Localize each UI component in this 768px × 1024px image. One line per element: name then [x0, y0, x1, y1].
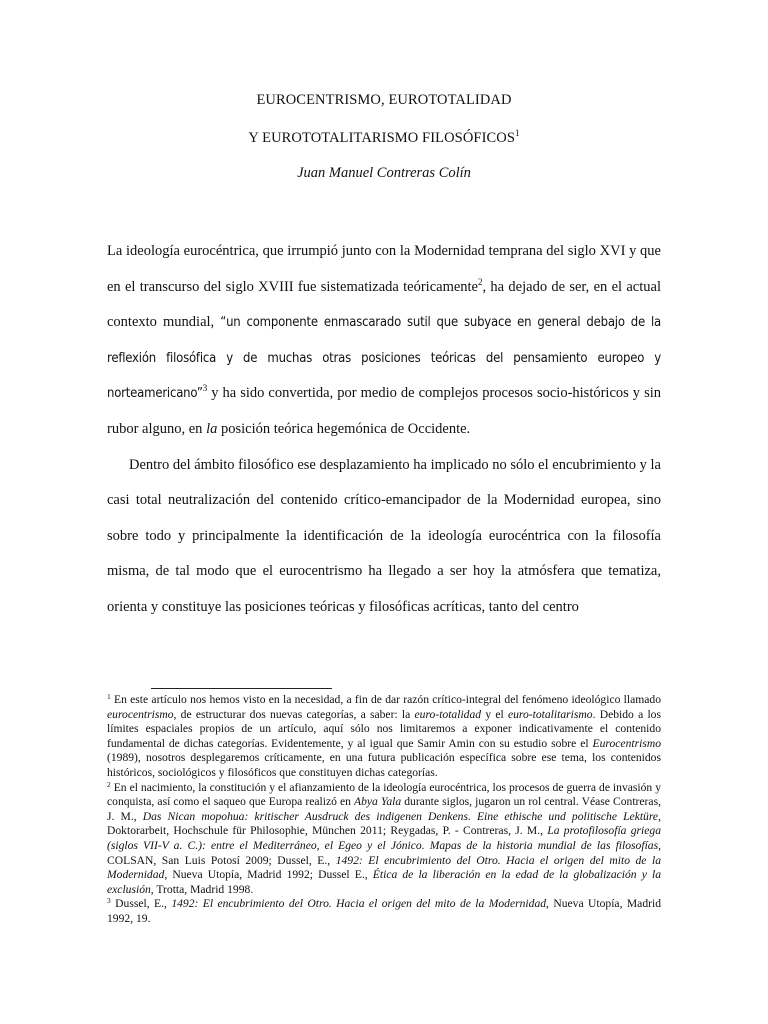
fn2-text-5: , Nueva Utopía, Madrid 1992; Dussel E.,	[164, 868, 373, 882]
title-line-2-text: Y EUROTOTALITARISMO FILOSÓFICOS	[248, 130, 516, 146]
fn2-em-2: Das Nican mopohua: kritischer Ausdruck des indigenen Denkens. Eine ethische und politische Lektüre	[142, 809, 659, 823]
fn1-em-3: euro-totalitarismo	[507, 707, 593, 721]
footnotes	[107, 693, 661, 927]
p1-quote: “un componente enmascarado sutil que subyace en general debajo de la reflexión filosófica y de muchas otras posiciones teóricas del pensamiento europeo y norteamericano”	[107, 315, 661, 402]
footnote-ref-1[interactable]: 1	[515, 128, 520, 138]
fn3-em-1: 1492: El encubrimiento del Otro. Hacia el origen del mito de la Modernidad	[171, 897, 547, 911]
fn2-text-3: , Doktorarbeit, Hochschule für Philosophie, München 2011; Reygadas, P. - Contreras, J. M.,	[107, 809, 661, 838]
fn2-text-1: En el nacimiento, la constitución y el afianzamiento de la ideología eurocéntrica, los procesos de guerra de invasión y conquista, así como el saqueo que Europa realizó en	[107, 780, 661, 809]
p1-emphasis: la	[206, 420, 218, 437]
p1-text-a: La ideología eurocéntrica, que irrumpió junto con la Modernidad temprana del siglo XVI y que en el transcurso del siglo XVIII fue sistematizada teóricamente	[107, 243, 661, 295]
fn3-text-2: , Nueva Utopía, Madrid 1992, 19.	[107, 897, 661, 925]
footnote-2	[107, 781, 661, 898]
footnote-separator	[151, 688, 332, 689]
fn2-em-1: Abya Yala	[354, 795, 402, 809]
p1-text-b: , ha dejado de ser, en el actual contexto mundial,	[107, 278, 661, 331]
fn2-em-5: Ética de la liberación en la edad de la globalización y la exclusión	[107, 868, 661, 896]
fn2-em-3: La protofilosofía griega (siglos VII-V a. C.): entre el Mediterráneo, el Egeo y el Jónico. Mapas de la historia mundial de las filosofías	[107, 824, 661, 852]
fn2-text-4: , COLSAN, San Luis Potosí 2009; Dussel, E.,	[107, 838, 661, 867]
footnote-3	[107, 897, 661, 926]
fn2-em-4: 1492: El encubrimiento del Otro. Hacia el origen del mito de la Modernidad	[107, 853, 661, 882]
footnote-ref-3[interactable]: 3	[202, 383, 208, 394]
fn1-text-4: . Debido a los límites espaciales propios de un artículo, aquí sólo nos limitaremos a exponer indicativamente el contenido fundamental de dichas categorías. Evidentemente, y al igual que Samir Amin con su estudio sobre el	[107, 707, 661, 750]
author-name: Juan Manuel Contreras Colín	[297, 165, 471, 181]
paragraph-1	[107, 234, 661, 448]
fn1-text-2: , de estructurar dos nuevas categorías, a saber: la	[173, 707, 415, 721]
fn2-text-2: durante siglos, jugaron un rol central. Véase Contreras, J. M.,	[107, 795, 661, 823]
paragraph-2: Dentro del ámbito filosófico ese desplazamiento ha implicado no sólo el encubrimiento y la casi total neutralización del contenido crítico-emancipador de la Modernidad europea, sino sobre todo y principalmente la identificación de la ideología eurocéntrica con la filosofía misma, de tal modo que el eurocentrismo ha llegado a ser hoy la atmósfera que tematiza, orienta y constituye las posiciones teóricas y filosóficas acríticas, tanto del centro	[107, 456, 661, 615]
title-line-1: EUROCENTRISMO, EUROTOTALIDAD	[256, 92, 512, 108]
body-text	[107, 234, 661, 626]
fn1-text-1: En este artículo nos hemos visto en la necesidad, a fin de dar razón crítico-integral del fenómeno ideológico llamado	[110, 693, 661, 706]
p1-text-d: posición teórica hegemónica de Occidente.	[217, 420, 471, 437]
fn1-em-4: Eurocentrismo	[592, 736, 661, 750]
fn1-em-1: eurocentrismo	[107, 707, 174, 721]
footnote-ref-2[interactable]: 2	[478, 276, 483, 287]
footnote-2-number: 2	[107, 779, 111, 789]
p1-text-c: y ha sido convertida, por medio de complejos procesos socio-históricos y sin rubor alguno, en	[107, 385, 661, 437]
fn1-text-3: y el	[481, 707, 508, 721]
footnote-3-number: 3	[107, 896, 111, 906]
fn2-text-6: , Trotta, Madrid 1998.	[150, 882, 254, 896]
fn1-em-2: euro-totalidad	[414, 707, 482, 721]
title-line-2	[0, 130, 768, 147]
fn1-text-5: (1989), nosotros desplegaremos críticamente, en una futura publicación específica sobre ese tema, los contenidos históricos, sociológicos y filosóficos que constituyen dichas categorías.	[107, 751, 661, 779]
footnote-1	[107, 693, 661, 781]
footnote-1-number: 1	[107, 692, 111, 701]
fn3-text-1: Dussel, E.,	[110, 897, 172, 911]
